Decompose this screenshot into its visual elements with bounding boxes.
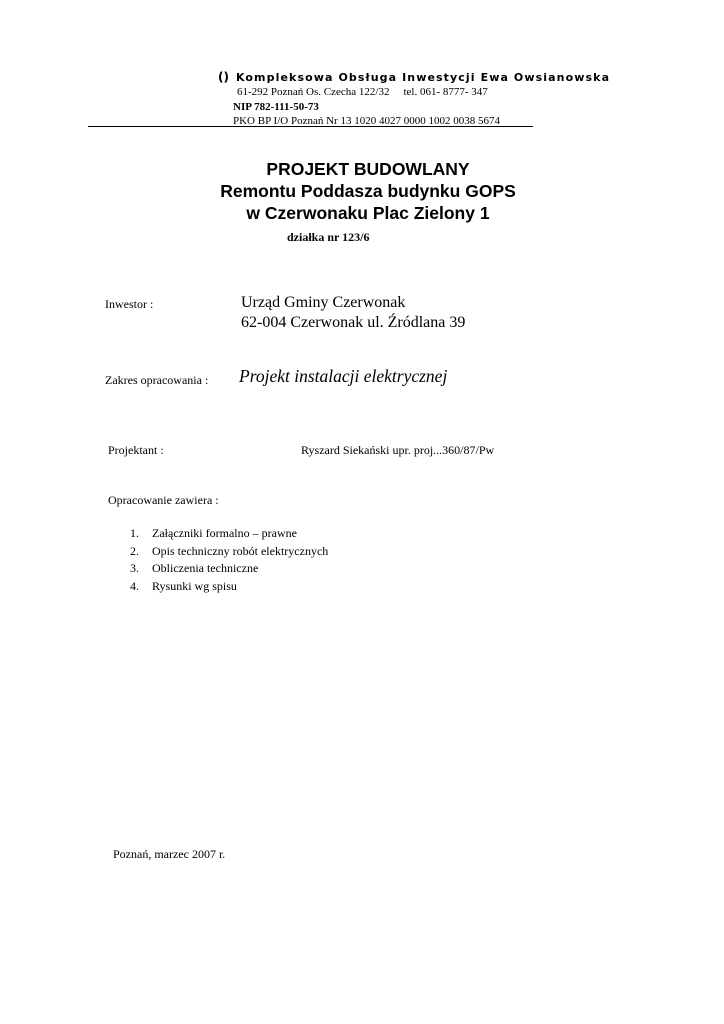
company-address-line xyxy=(237,86,488,98)
contents-item-number: 1. xyxy=(130,526,139,540)
contents-item xyxy=(130,543,328,561)
company-nip: NIP 782-111-50-73 xyxy=(233,101,319,113)
contents-item-text: Załączniki formalno – prawne xyxy=(152,526,297,540)
company-name: Kompleksowa Obsługa Inwestycji Ewa Owsianowska xyxy=(235,70,611,84)
investor-label: Inwestor : xyxy=(105,297,154,311)
contents-label: Opracowanie zawiera : xyxy=(108,493,219,507)
contents-item-text: Opis techniczny robót elektrycznych xyxy=(152,543,329,558)
contents-item-number: 2. xyxy=(130,543,139,558)
contents-item xyxy=(130,525,328,543)
designer-label: Projektant : xyxy=(108,443,164,457)
contents-list xyxy=(130,525,328,595)
plot-number: działka nr 123/6 xyxy=(287,230,370,244)
title-line-1: PROJEKT BUDOWLANY xyxy=(266,159,470,179)
company-phone: tel. 061- 8777- 347 xyxy=(403,86,488,98)
company-address: 61-292 Poznań Os. Czecha 122/32 xyxy=(237,86,390,98)
investor-address: 62-004 Czerwonak ul. Źródlana 39 xyxy=(241,314,466,331)
title-line-2: Remontu Poddasza budynku GOPS xyxy=(220,181,516,201)
designer-value: Ryszard Siekański upr. proj...360/87/Pw xyxy=(301,443,495,457)
company-name-line xyxy=(218,70,610,84)
contents-item xyxy=(130,560,328,578)
company-bank-account: PKO BP I/O Poznań Nr 13 1020 4027 0000 1002 0038 5674 xyxy=(233,115,500,127)
document-title xyxy=(120,158,616,224)
place-and-date: Poznań, marzec 2007 r. xyxy=(113,847,226,861)
scope-label: Zakres opracowania : xyxy=(105,373,209,387)
contents-item xyxy=(130,578,328,596)
contents-item-number: 3. xyxy=(130,561,139,575)
scope-value: Projekt instalacji elektrycznej xyxy=(239,366,448,386)
contents-item-text: Rysunki wg spisu xyxy=(152,578,237,593)
contents-item-text: Obliczenia techniczne xyxy=(152,561,259,575)
company-logo-icon: () xyxy=(218,70,229,84)
letterhead-divider xyxy=(88,126,533,127)
investor-name: Urząd Gminy Czerwonak xyxy=(241,294,406,311)
contents-item-number: 4. xyxy=(130,578,139,593)
title-line-3: w Czerwonaku Plac Zielony 1 xyxy=(246,203,490,223)
